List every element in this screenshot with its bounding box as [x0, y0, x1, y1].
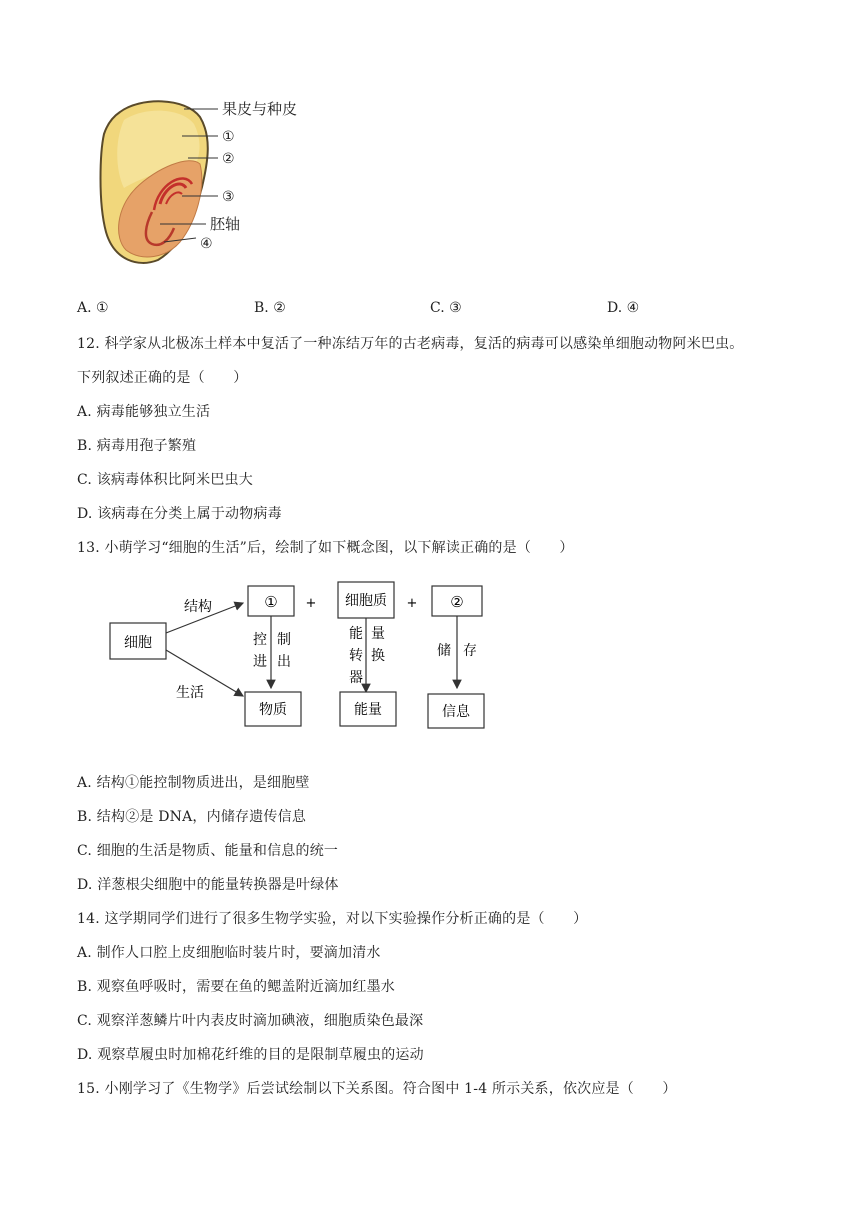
svg-text:储: 储	[437, 643, 451, 659]
corn-seed-figure	[90, 92, 320, 272]
plus-2: +	[406, 596, 418, 611]
q14-option-c[interactable]: C. 观察洋葱鳞片叶内表皮时滴加碘液，细胞质染色最深	[77, 1013, 424, 1029]
svg-text:存: 存	[463, 643, 477, 659]
q12-stem-line2: 下列叙述正确的是（ ）	[77, 370, 248, 386]
q14-stem: 14. 这学期同学们进行了很多生物学实验，对以下实验操作分析正确的是（ ）	[77, 911, 588, 927]
svg-text:出: 出	[277, 654, 291, 670]
label-4: ④	[200, 236, 213, 252]
svg-text:量: 量	[371, 626, 385, 642]
label-1: ①	[222, 129, 235, 145]
label-hypocotyl: 胚轴	[210, 215, 241, 233]
structure-label: 结构	[184, 599, 212, 615]
svg-text:转: 转	[349, 648, 363, 664]
q13-stem: 13. 小萌学习“细胞的生活”后，绘制了如下概念图，以下解读正确的是（ ）	[77, 540, 574, 556]
q13-option-b[interactable]: B. 结构②是 DNA，内储存遗传信息	[77, 809, 307, 825]
q11-option-a[interactable]: A. ①	[77, 300, 109, 316]
svg-text:进: 进	[253, 654, 267, 670]
life-label: 生活	[176, 685, 204, 701]
svg-text:②: ②	[450, 593, 464, 611]
svg-text:控: 控	[253, 632, 267, 648]
svg-text:制: 制	[277, 632, 291, 648]
q14-option-b[interactable]: B. 观察鱼呼吸时，需要在鱼的鳃盖附近滴加红墨水	[77, 979, 395, 995]
label-2: ②	[222, 151, 235, 167]
svg-text:换: 换	[371, 648, 385, 664]
svg-text:细胞质: 细胞质	[345, 593, 387, 609]
label-3: ③	[222, 189, 235, 205]
q13-option-d[interactable]: D. 洋葱根尖细胞中的能量转换器是叶绿体	[77, 877, 339, 893]
svg-text:能: 能	[349, 626, 363, 642]
q14-option-a[interactable]: A. 制作人口腔上皮细胞临时装片时，要滴加清水	[77, 945, 381, 961]
svg-text:物质: 物质	[259, 702, 287, 718]
cell-concept-diagram	[100, 578, 500, 738]
cell-label: 细胞	[124, 635, 152, 651]
svg-text:能量: 能量	[354, 702, 382, 718]
q15-stem: 15. 小刚学习了《生物学》后尝试绘制以下关系图。符合图中 1-4 所示关系，依次应是（ ）	[77, 1081, 677, 1097]
q12-option-a[interactable]: A. 病毒能够独立生活	[77, 404, 211, 420]
q13-option-c[interactable]: C. 细胞的生活是物质、能量和信息的统一	[77, 843, 339, 859]
svg-text:信息: 信息	[442, 704, 470, 720]
q11-options	[77, 300, 777, 320]
svg-text:①: ①	[264, 593, 278, 611]
q11-option-c[interactable]: C. ③	[430, 300, 462, 316]
q12-stem-line1: 12. 科学家从北极冻土样本中复活了一种冻结万年的古老病毒，复活的病毒可以感染单细胞动物阿米巴虫。	[77, 336, 744, 352]
q11-option-b[interactable]: B. ②	[254, 300, 286, 316]
q12-option-d[interactable]: D. 该病毒在分类上属于动物病毒	[77, 506, 282, 522]
q13-option-a[interactable]: A. 结构①能控制物质进出，是细胞壁	[77, 775, 310, 791]
q11-option-d[interactable]: D. ④	[607, 300, 640, 316]
label-pericarp: 果皮与种皮	[222, 100, 298, 118]
q12-option-b[interactable]: B. 病毒用孢子繁殖	[77, 438, 197, 454]
q12-option-c[interactable]: C. 该病毒体积比阿米巴虫大	[77, 472, 253, 488]
plus-1: +	[305, 596, 317, 611]
svg-text:器: 器	[349, 670, 363, 686]
q14-option-d[interactable]: D. 观察草履虫时加棉花纤维的目的是限制草履虫的运动	[77, 1047, 424, 1063]
